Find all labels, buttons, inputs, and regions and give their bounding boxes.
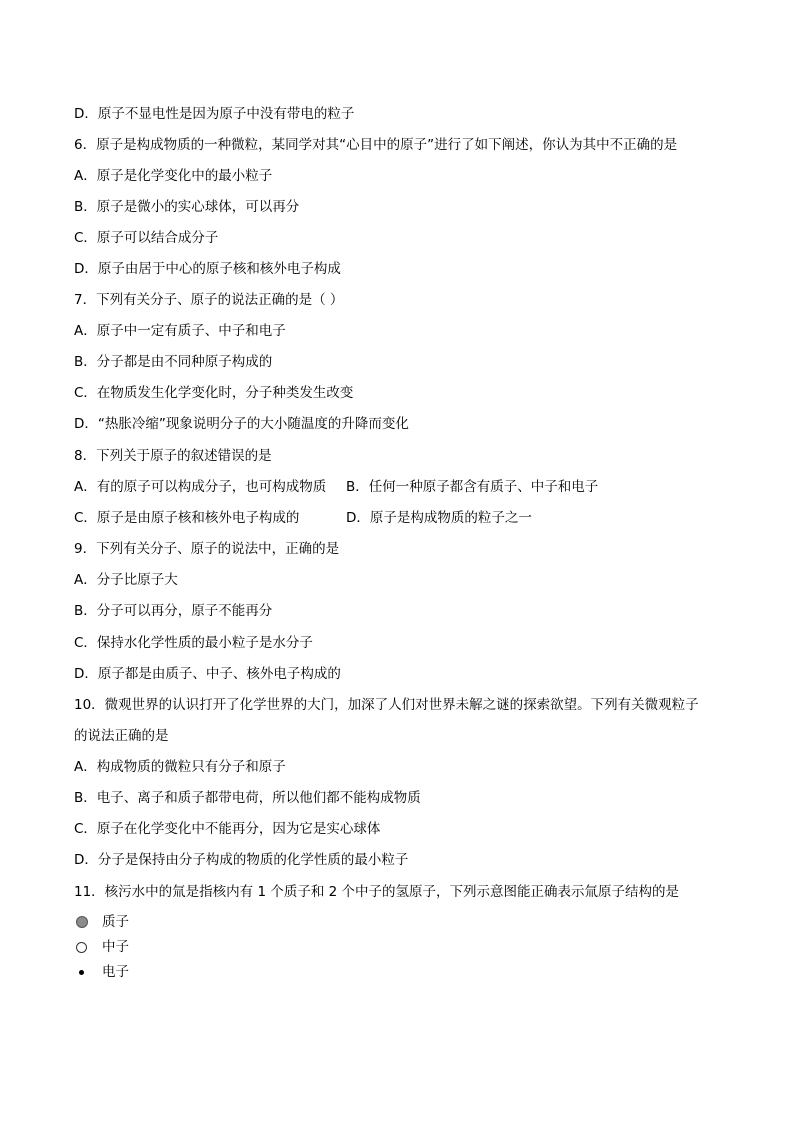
q11-stem: 11．核污水中的氚是指核内有 1 个质子和 2 个中子的氢原子，下列示意图能正确表示氚原子结构的是 (74, 884, 680, 900)
q7-option-c: C．在物质发生化学变化时，分子种类发生改变 (74, 385, 354, 401)
q7-option-b: B．分子都是由不同种原子构成的 (74, 354, 273, 370)
legend-electron (76, 962, 129, 982)
q8-option-c: C．原子是由原子核和核外电子构成的 (74, 510, 300, 526)
q8-option-d: D．原子是构成物质的粒子之一 (346, 510, 532, 526)
q9-option-d: D．原子都是由质子、中子、核外电子构成的 (74, 666, 341, 682)
q10-option-a: A．构成物质的微粒只有分子和原子 (74, 759, 286, 775)
q9-option-c: C．保持水化学性质的最小粒子是水分子 (74, 635, 313, 651)
legend-label: 电子 (102, 964, 129, 980)
q7-option-a: A．原子中一定有质子、中子和电子 (74, 323, 286, 339)
q8-stem: 8．下列关于原子的叙述错误的是 (74, 448, 272, 464)
q10-option-c: C．原子在化学变化中不能再分，因为它是实心球体 (74, 821, 381, 837)
q9-option-a: A．分子比原子大 (74, 572, 178, 588)
q8-option-a: A．有的原子可以构成分子，也可构成物质 (74, 479, 327, 495)
electron-icon (79, 970, 84, 975)
q5-option-d: D．原子不显电性是因为原子中没有带电的粒子 (74, 106, 355, 122)
q8-option-b: B．任何一种原子都含有质子、中子和电子 (346, 479, 599, 495)
q10-stem-line2: 的说法正确的是 (74, 728, 169, 744)
legend-label: 质子 (102, 914, 129, 930)
q6-option-a: A．原子是化学变化中的最小粒子 (74, 168, 273, 184)
legend-label: 中子 (102, 939, 129, 955)
q10-option-b: B．电子、离子和质子都带电荷，所以他们都不能构成物质 (74, 790, 421, 806)
q10-stem-line1: 10．微观世界的认识打开了化学世界的大门，加深了人们对世界未解之谜的探索欲望。下列有关微观粒子 (74, 697, 699, 713)
q6-option-c: C．原子可以结合成分子 (74, 230, 219, 246)
proton-icon (76, 916, 88, 928)
q6-stem: 6．原子是构成物质的一种微粒，某同学对其“心目中的原子”进行了如下阐述，你认为其中不正确的是 (74, 137, 678, 153)
q7-option-d: D．“热胀冷缩”现象说明分子的大小随温度的升降而变化 (74, 416, 409, 432)
q6-option-d: D．原子由居于中心的原子核和核外电子构成 (74, 261, 341, 277)
legend-proton (76, 912, 129, 932)
q6-option-b: B．原子是微小的实心球体，可以再分 (74, 199, 300, 215)
q9-stem: 9．下列有关分子、原子的说法中，正确的是 (74, 541, 340, 557)
q9-option-b: B．分子可以再分，原子不能再分 (74, 603, 273, 619)
neutron-icon (76, 942, 87, 953)
legend-neutron (76, 937, 129, 957)
q7-stem: 7．下列有关分子、原子的说法正确的是（ ） (74, 292, 344, 308)
q10-option-d: D．分子是保持由分子构成的物质的化学性质的最小粒子 (74, 852, 409, 868)
